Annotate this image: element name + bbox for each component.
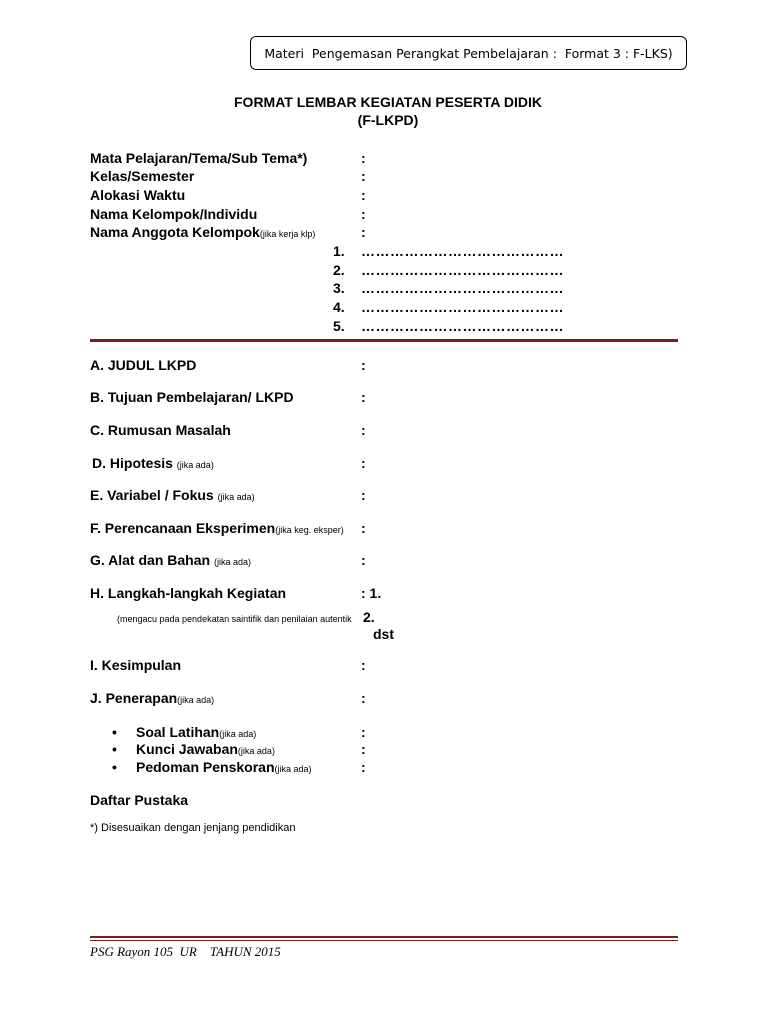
section-h-step-2: 2.	[363, 609, 375, 625]
section-d-note: (jika ada)	[176, 460, 214, 470]
section-a: A. JUDUL LKPD	[90, 357, 197, 373]
colon: :	[361, 422, 366, 438]
colon: :	[361, 520, 366, 536]
colon: :	[361, 389, 366, 405]
colon: :	[361, 759, 366, 775]
footer-divider	[90, 936, 678, 938]
section-j-label: J. Penerapan	[90, 690, 178, 706]
section-divider	[90, 339, 678, 342]
section-h-dst: dst	[373, 626, 394, 642]
colon: :	[361, 487, 366, 503]
section-h: H. Langkah-langkah Kegiatan	[90, 585, 287, 601]
member-dots: ……………………………………	[361, 262, 564, 278]
colon: :	[361, 150, 366, 166]
member-number: 4.	[333, 299, 345, 315]
colon: :	[361, 224, 366, 240]
bullet-note: (jika ada)	[274, 764, 312, 774]
page-title: FORMAT LEMBAR KEGIATAN PESERTA DIDIK	[234, 94, 542, 110]
section-d-label: D. Hipotesis	[92, 455, 173, 471]
colon: :	[361, 187, 366, 203]
colon: :	[361, 724, 366, 740]
member-dots: ……………………………………	[361, 318, 564, 334]
colon: :	[361, 357, 366, 373]
section-j-note: (jika ada)	[177, 695, 215, 705]
member-dots: ……………………………………	[361, 299, 564, 315]
header-text: Materi Pengemasan Perangkat Pembelajaran : Format 3 : F-LKS)	[264, 45, 673, 61]
bullet-soal	[136, 724, 256, 740]
label-kelas: Kelas/Semester	[90, 168, 195, 184]
bullet-pedoman	[136, 759, 312, 775]
member-dots: ……………………………………	[361, 243, 564, 259]
label-alokasi: Alokasi Waktu	[90, 187, 186, 203]
bullet-icon: •	[112, 724, 117, 740]
bullet-kunci	[136, 741, 275, 757]
section-h-step-1: : 1.	[361, 585, 382, 601]
daftar-pustaka: Daftar Pustaka	[90, 792, 189, 808]
section-d	[92, 455, 214, 471]
colon: :	[361, 168, 366, 184]
section-g	[90, 552, 251, 568]
label-mapel: Mata Pelajaran/Tema/Sub Tema*)	[90, 150, 308, 166]
bullet-icon: •	[112, 741, 117, 757]
colon: :	[361, 690, 366, 706]
section-f-note: (jika keg. eksper)	[275, 525, 344, 535]
bullet-note: (jika ada)	[219, 729, 257, 739]
section-g-note: (jika ada)	[213, 557, 251, 567]
colon: :	[361, 552, 366, 568]
section-c: C. Rumusan Masalah	[90, 422, 231, 438]
section-e-label: E. Variabel / Fokus	[90, 487, 214, 503]
section-e-note: (jika ada)	[217, 492, 255, 502]
member-number: 2.	[333, 262, 345, 278]
section-h-note: (mengacu pada pendekatan saintifik dan penilaian autentik	[117, 614, 352, 624]
bullet-label: Soal Latihan	[136, 724, 220, 740]
colon: :	[361, 455, 366, 471]
colon: :	[361, 741, 366, 757]
section-j	[90, 690, 214, 706]
bullet-label: Kunci Jawaban	[136, 741, 238, 757]
member-dots: ……………………………………	[361, 280, 564, 296]
colon: :	[361, 657, 366, 673]
footnote: *) Disesuaikan dengan jenjang pendidikan	[90, 822, 296, 834]
anggota-note: (jika kerja klp)	[259, 229, 316, 239]
section-g-label: G. Alat dan Bahan	[90, 552, 211, 568]
bullet-icon: •	[112, 759, 117, 775]
section-f-label: F. Perencanaan Eksperimen	[90, 520, 276, 536]
label-nama: Nama Kelompok/Individu	[90, 206, 258, 222]
bullet-label: Pedoman Penskoran	[136, 759, 275, 775]
member-number: 5.	[333, 318, 345, 334]
colon: :	[361, 206, 366, 222]
member-number: 3.	[333, 280, 345, 296]
section-e	[90, 487, 255, 503]
header-box	[250, 36, 687, 70]
footer-text: PSG Rayon 105 UR TAHUN 2015	[90, 944, 281, 959]
page-subtitle: (F-LKPD)	[357, 112, 419, 128]
anggota-text: Nama Anggota Kelompok	[90, 224, 260, 240]
section-f	[90, 520, 344, 536]
member-number: 1.	[333, 243, 345, 259]
bullet-note: (jika ada)	[237, 746, 275, 756]
section-b: B. Tujuan Pembelajaran/ LKPD	[90, 389, 294, 405]
label-anggota	[90, 224, 315, 240]
footer-divider-thin	[90, 940, 678, 941]
section-i: I. Kesimpulan	[90, 657, 182, 673]
